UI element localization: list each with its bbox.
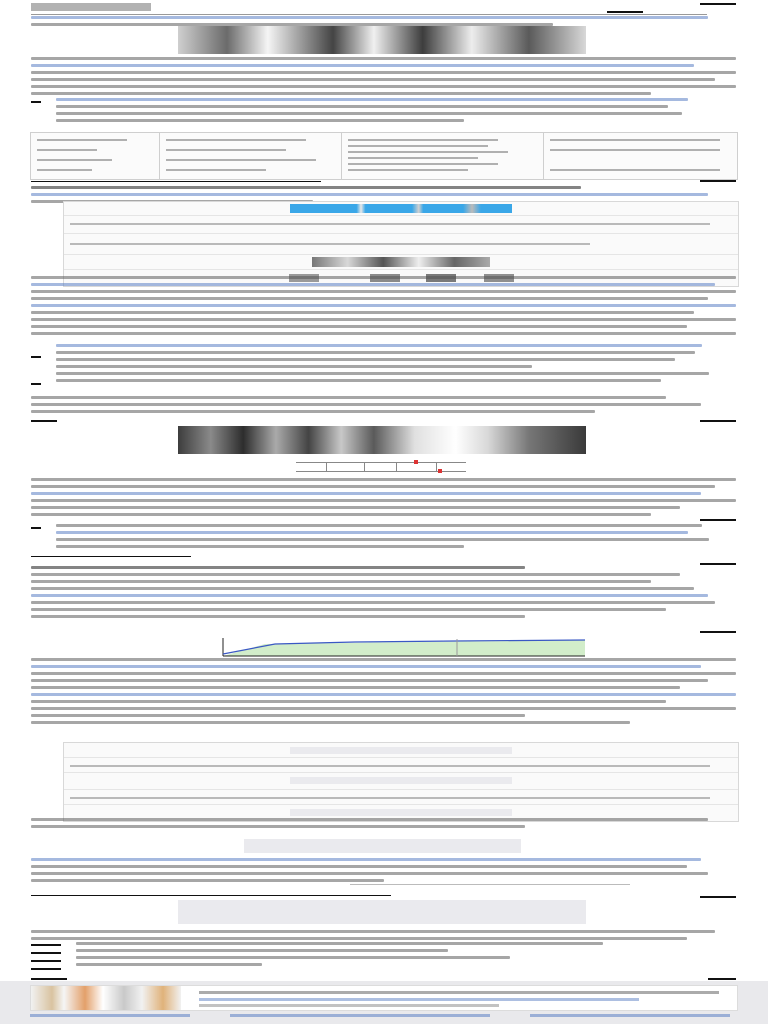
- list-bullet: [31, 968, 61, 970]
- blue-strip-image: [290, 204, 512, 213]
- footer-thumbnail: [31, 986, 181, 1010]
- list-bullet: [31, 383, 41, 385]
- footer-card[interactable]: [30, 985, 738, 1011]
- gallery-placeholder: [290, 777, 512, 784]
- gallery-table: [63, 201, 739, 287]
- data-table: [30, 132, 738, 180]
- section-9-rule-right: [708, 978, 736, 980]
- top-figure-image: [178, 26, 586, 54]
- expand-icon[interactable]: [700, 3, 736, 5]
- section-6-paragraph: [31, 658, 736, 728]
- gallery-table-2: [63, 742, 739, 822]
- machine-image: [178, 426, 586, 454]
- section-3-list: [56, 344, 736, 386]
- gallery-placeholder: [290, 809, 512, 816]
- page-title: [31, 3, 151, 11]
- section-4-rule: [31, 420, 57, 422]
- section-1-list: [56, 98, 736, 126]
- section-5-rule-right-2: [700, 563, 736, 565]
- footer-bar: [0, 981, 768, 1024]
- list-bullet: [31, 944, 61, 946]
- list-bullet: [31, 527, 41, 529]
- figure-placeholder-2: [178, 900, 586, 924]
- section-5-paragraph: [31, 566, 736, 622]
- section-5-list: [56, 524, 736, 552]
- faint-rule: [350, 884, 630, 885]
- line-graph: [205, 636, 585, 658]
- list-bullet: [31, 356, 41, 358]
- section-5-rule-right: [700, 519, 736, 521]
- gallery-placeholder: [290, 747, 512, 754]
- footer-link[interactable]: [30, 1014, 190, 1017]
- section-6-rule-right: [700, 631, 736, 633]
- footer-links: [30, 1014, 736, 1022]
- section-7-paragraph: [31, 818, 736, 832]
- section-4-rule-right: [700, 420, 736, 422]
- title-rule-right: [607, 11, 643, 13]
- section-8-list: [76, 942, 696, 970]
- section-8-rule: [31, 895, 391, 896]
- list-bullet: [31, 101, 41, 103]
- gallery-image-wide: [312, 257, 490, 267]
- footer-link[interactable]: [230, 1014, 490, 1017]
- section-7-paragraph-2: [31, 858, 736, 886]
- figure-placeholder: [244, 839, 521, 853]
- list-bullet: [31, 960, 61, 962]
- section-1-paragraph: [31, 57, 736, 99]
- footer-link[interactable]: [530, 1014, 730, 1017]
- title-underline: [31, 14, 707, 15]
- machine-caption-marks: [296, 462, 466, 472]
- section-8-rule-right: [700, 896, 736, 898]
- list-bullet: [31, 952, 61, 954]
- section-2-rule-right: [700, 180, 736, 182]
- section-3-trailing-lines: [31, 396, 736, 417]
- section-9-rule: [31, 978, 67, 980]
- section-2-rule: [31, 181, 321, 182]
- section-4-paragraph: [31, 478, 736, 520]
- section-5-rule: [31, 556, 191, 557]
- section-3-paragraph: [31, 276, 736, 339]
